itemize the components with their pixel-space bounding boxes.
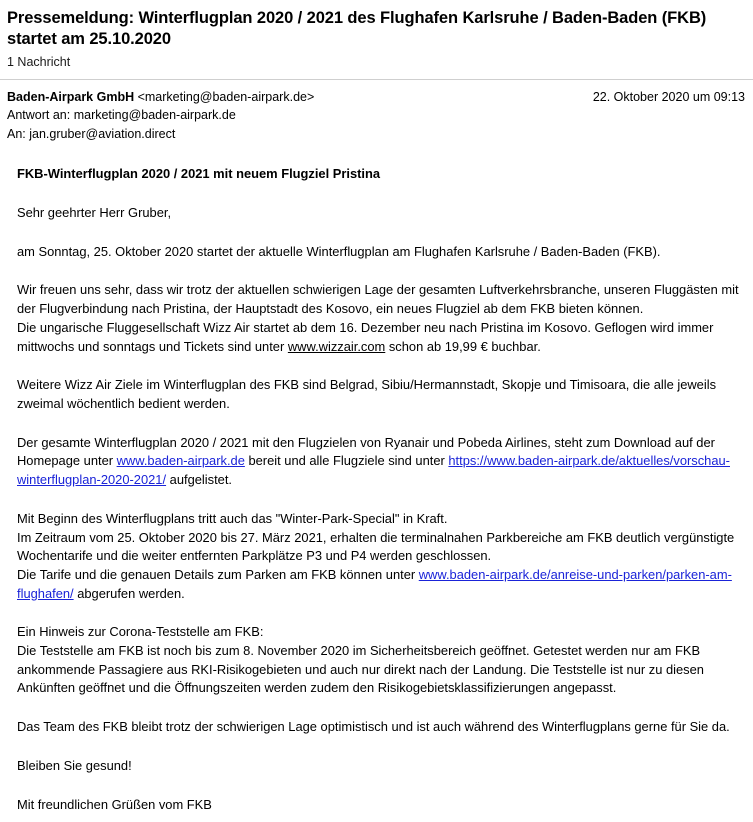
winter-park-special-intro: Mit Beginn des Winterflugplans tritt auch das "Winter-Park-Special" in Kraft.: [17, 510, 448, 526]
wizzair-text-before-link: Die ungarische Fluggesellschaft Wizz Air startet ab dem 16. Dezember neu nach Pristina im Kosovo. Geflogen wird immer mittwochs und sonntags und Tickets sind unter: [17, 319, 714, 354]
winter-park-special-period: Im Zeitraum vom 25. Oktober 2020 bis 27. März 2021, erhalten die terminalnahen Parkbereiche am FKB deutlich vergünstigte Wochentarife und die weiter entfernten Parkplätze P3 und P4 werden geschlossen.: [17, 529, 735, 564]
body-paragraph-full-timetable: [17, 434, 741, 490]
message-body: [0, 165, 753, 814]
body-paragraph-salutation: Sehr geehrter Herr Gruber,: [17, 205, 172, 221]
corona-notice-text: Die Teststelle am FKB ist noch bis zum 8. November 2020 im Sicherheitsbereich geöffnet. Getestet werden nur am FKB ankommende Passagiere aus RKI-Risikogebieten und auch nur direkt nach der Landung. Die Teststelle ist nur zu diesen Ankünften geöffnet und die Öffnungszeiten werden zudem den Risikogebietsklassifizierungen angepasst.: [17, 643, 704, 696]
conversation-header: [0, 0, 753, 70]
wizzair-link[interactable]: www.wizzair.com: [287, 338, 386, 354]
wizzair-booking-text: [17, 320, 713, 354]
parking-text-before-link: Die Tarife und die genauen Details zum Parken am FKB können unter: [17, 566, 419, 582]
wizzair-text-after-link: schon ab 19,99 € buchbar.: [385, 338, 541, 354]
body-paragraph-stay-healthy: Bleiben Sie gesund!: [17, 757, 132, 773]
body-paragraph-team-optimistic: Das Team des FKB bleibt trotz der schwierigen Lage optimistisch und ist auch während des Winterflugplans gerne für Sie da.: [17, 719, 730, 735]
body-paragraph-other-wizz-destinations: Weitere Wizz Air Ziele im Winterflugplan des FKB sind Belgrad, Sibiu/Hermannstadt, Skopje und Timisoara, die alle jeweils zweimal wöchentlich bedient werden.: [17, 377, 717, 411]
body-paragraph-start-date: am Sonntag, 25. Oktober 2020 startet der aktuelle Winterflugplan am Flughafen Karlsruhe / Baden-Baden (FKB).: [17, 243, 661, 259]
recipient-line: An: jan.gruber@aviation.direct: [7, 126, 176, 141]
timetable-text-after-link: aufgelistet.: [166, 472, 232, 488]
pristina-intro-text: Wir freuen uns sehr, dass wir trotz der aktuellen schwierigen Lage der gesamten Luftverkehrsbranche, unseren Fluggästen mit der Flugverbindung nach Pristina, der Hauptstadt des Kosovo, ein neues Flugziel ab dem FKB bieten können.: [17, 282, 739, 317]
body-paragraph-signoff: Mit freundlichen Grüßen vom FKB: [17, 796, 212, 812]
sender-name[interactable]: Baden-Airpark GmbH: [7, 89, 135, 104]
parken-am-flughafen-link[interactable]: www.baden-airpark.de/anreise-und-parken/parken-am-flughafen/: [17, 566, 732, 601]
page-title: Pressemeldung: Winterflugplan 2020 / 2021 des Flughafen Karlsruhe / Baden-Baden (FKB) startet am 25.10.2020: [7, 9, 707, 49]
timetable-text-before-link: Der gesamte Winterflugplan 2020 / 2021 mit den Flugzielen von Ryanair und Pobeda Airlines, steht zum Download auf der Homepage unter: [17, 434, 715, 469]
message-envelope: [0, 80, 753, 144]
baden-airpark-homepage-link[interactable]: www.baden-airpark.de: [116, 453, 245, 469]
body-paragraph-corona-test-center: [17, 623, 741, 698]
message-count-label: 1 Nachricht: [7, 54, 71, 69]
body-paragraph-new-destination: [17, 281, 741, 356]
reply-to-line: Antwort an: marketing@baden-airpark.de: [7, 108, 236, 123]
parking-details-text: [17, 567, 732, 601]
corona-notice-heading: Ein Hinweis zur Corona-Teststelle am FKB:: [17, 624, 264, 640]
body-paragraph-winter-park-special: [17, 510, 741, 604]
winterflugplan-vorschau-link[interactable]: https://www.baden-airpark.de/aktuelles/vorschau-winterflugplan-2020-2021/: [17, 453, 730, 488]
timetable-text-mid: bereit und alle Flugziele sind unter: [244, 453, 449, 469]
message-date: 22. Oktober 2020 um 09:13: [592, 89, 745, 104]
body-heading: FKB-Winterflugplan 2020 / 2021 mit neuem Flugziel Pristina: [17, 166, 381, 182]
sender-email-address[interactable]: <marketing@baden-airpark.de>: [137, 89, 315, 104]
parking-text-after-link: abgerufen werden.: [73, 585, 185, 601]
